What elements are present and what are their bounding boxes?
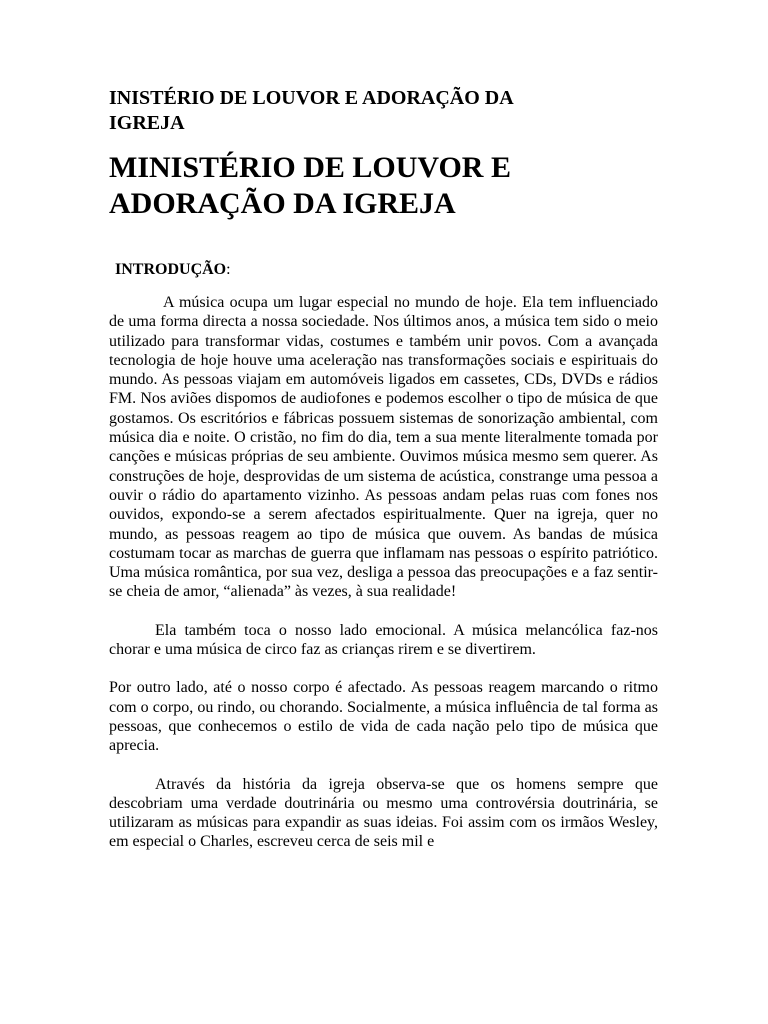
document-body [109,86,658,852]
section-label: INTRODUÇÃO [115,261,227,278]
section-colon: : [226,261,231,278]
paragraph-1: A música ocupa um lugar especial no mundo de hoje. Ela tem influenciado de uma forma directa a nossa sociedade. Nos últimos anos, a música tem sido o meio utilizado para transformar vidas, costumes e também unir povos. Com a avançada tecnologia de hoje houve uma aceleração nas transformações sociais e espirituais do mundo. As pessoas viajam em automóveis ligados em cassetes, CDs, DVDs e rádios FM. Nos aviões dispomos de audiofones e podemos escolher o tipo de música de que gostamos. Os escritórios e fábricas possuem sistemas de sonorização ambiental, com música dia e noite. O cristão, no fim do dia, tem a sua mente literalmente tomada por canções e músicas próprias de seu ambiente. Ouvimos música mesmo sem querer. As construções de hoje, desprovidas de um sistema de acústica, constrange uma pessoa a ouvir o rádio do apartamento vizinho. As pessoas andam pelas ruas com fones nos ouvidos, expondo-se a serem afectados espiritualmente. Quer na igreja, quer no mundo, as pessoas reagem ao tipo de música que ouvem. As bandas de música costumam tocar as marchas de guerra que inflamam nas pessoas o espírito patriótico. Uma música romântica, por sua vez, desliga a pessoa das preocupações e a faz sentir-se cheia de amor, “alienada” às vezes, à sua realidade! [109,294,658,601]
paragraph-2: Ela também toca o nosso lado emocional. A música melancólica faz-nos chorar e uma música de circo faz as crianças rirem e se divertirem. [109,621,658,659]
main-title: MINISTÉRIO DE LOUVOR E ADORAÇÃO DA IGREJA [109,151,511,220]
paragraph-4: Através da história da igreja observa-se que os homens sempre que descobriam uma verdade doutrinária ou mesmo uma controvérsia doutrinária, se utilizaram as músicas para expandir as suas ideias. Foi assim com os irmãos Wesley, em especial o Charles, escreveu cerca de seis mil e [109,775,658,851]
section-heading [115,260,658,279]
header-title: INISTÉRIO DE LOUVOR E ADORAÇÃO DA IGREJA [109,87,513,134]
paragraph-3: Por outro lado, até o nosso corpo é afectado. As pessoas reagem marcando o ritmo com o corpo, ou rindo, ou chorando. Socialmente, a música influência de tal forma as pessoas, que conhecemos o estilo de vida de cada nação pelo tipo de música que aprecia. [109,679,658,755]
